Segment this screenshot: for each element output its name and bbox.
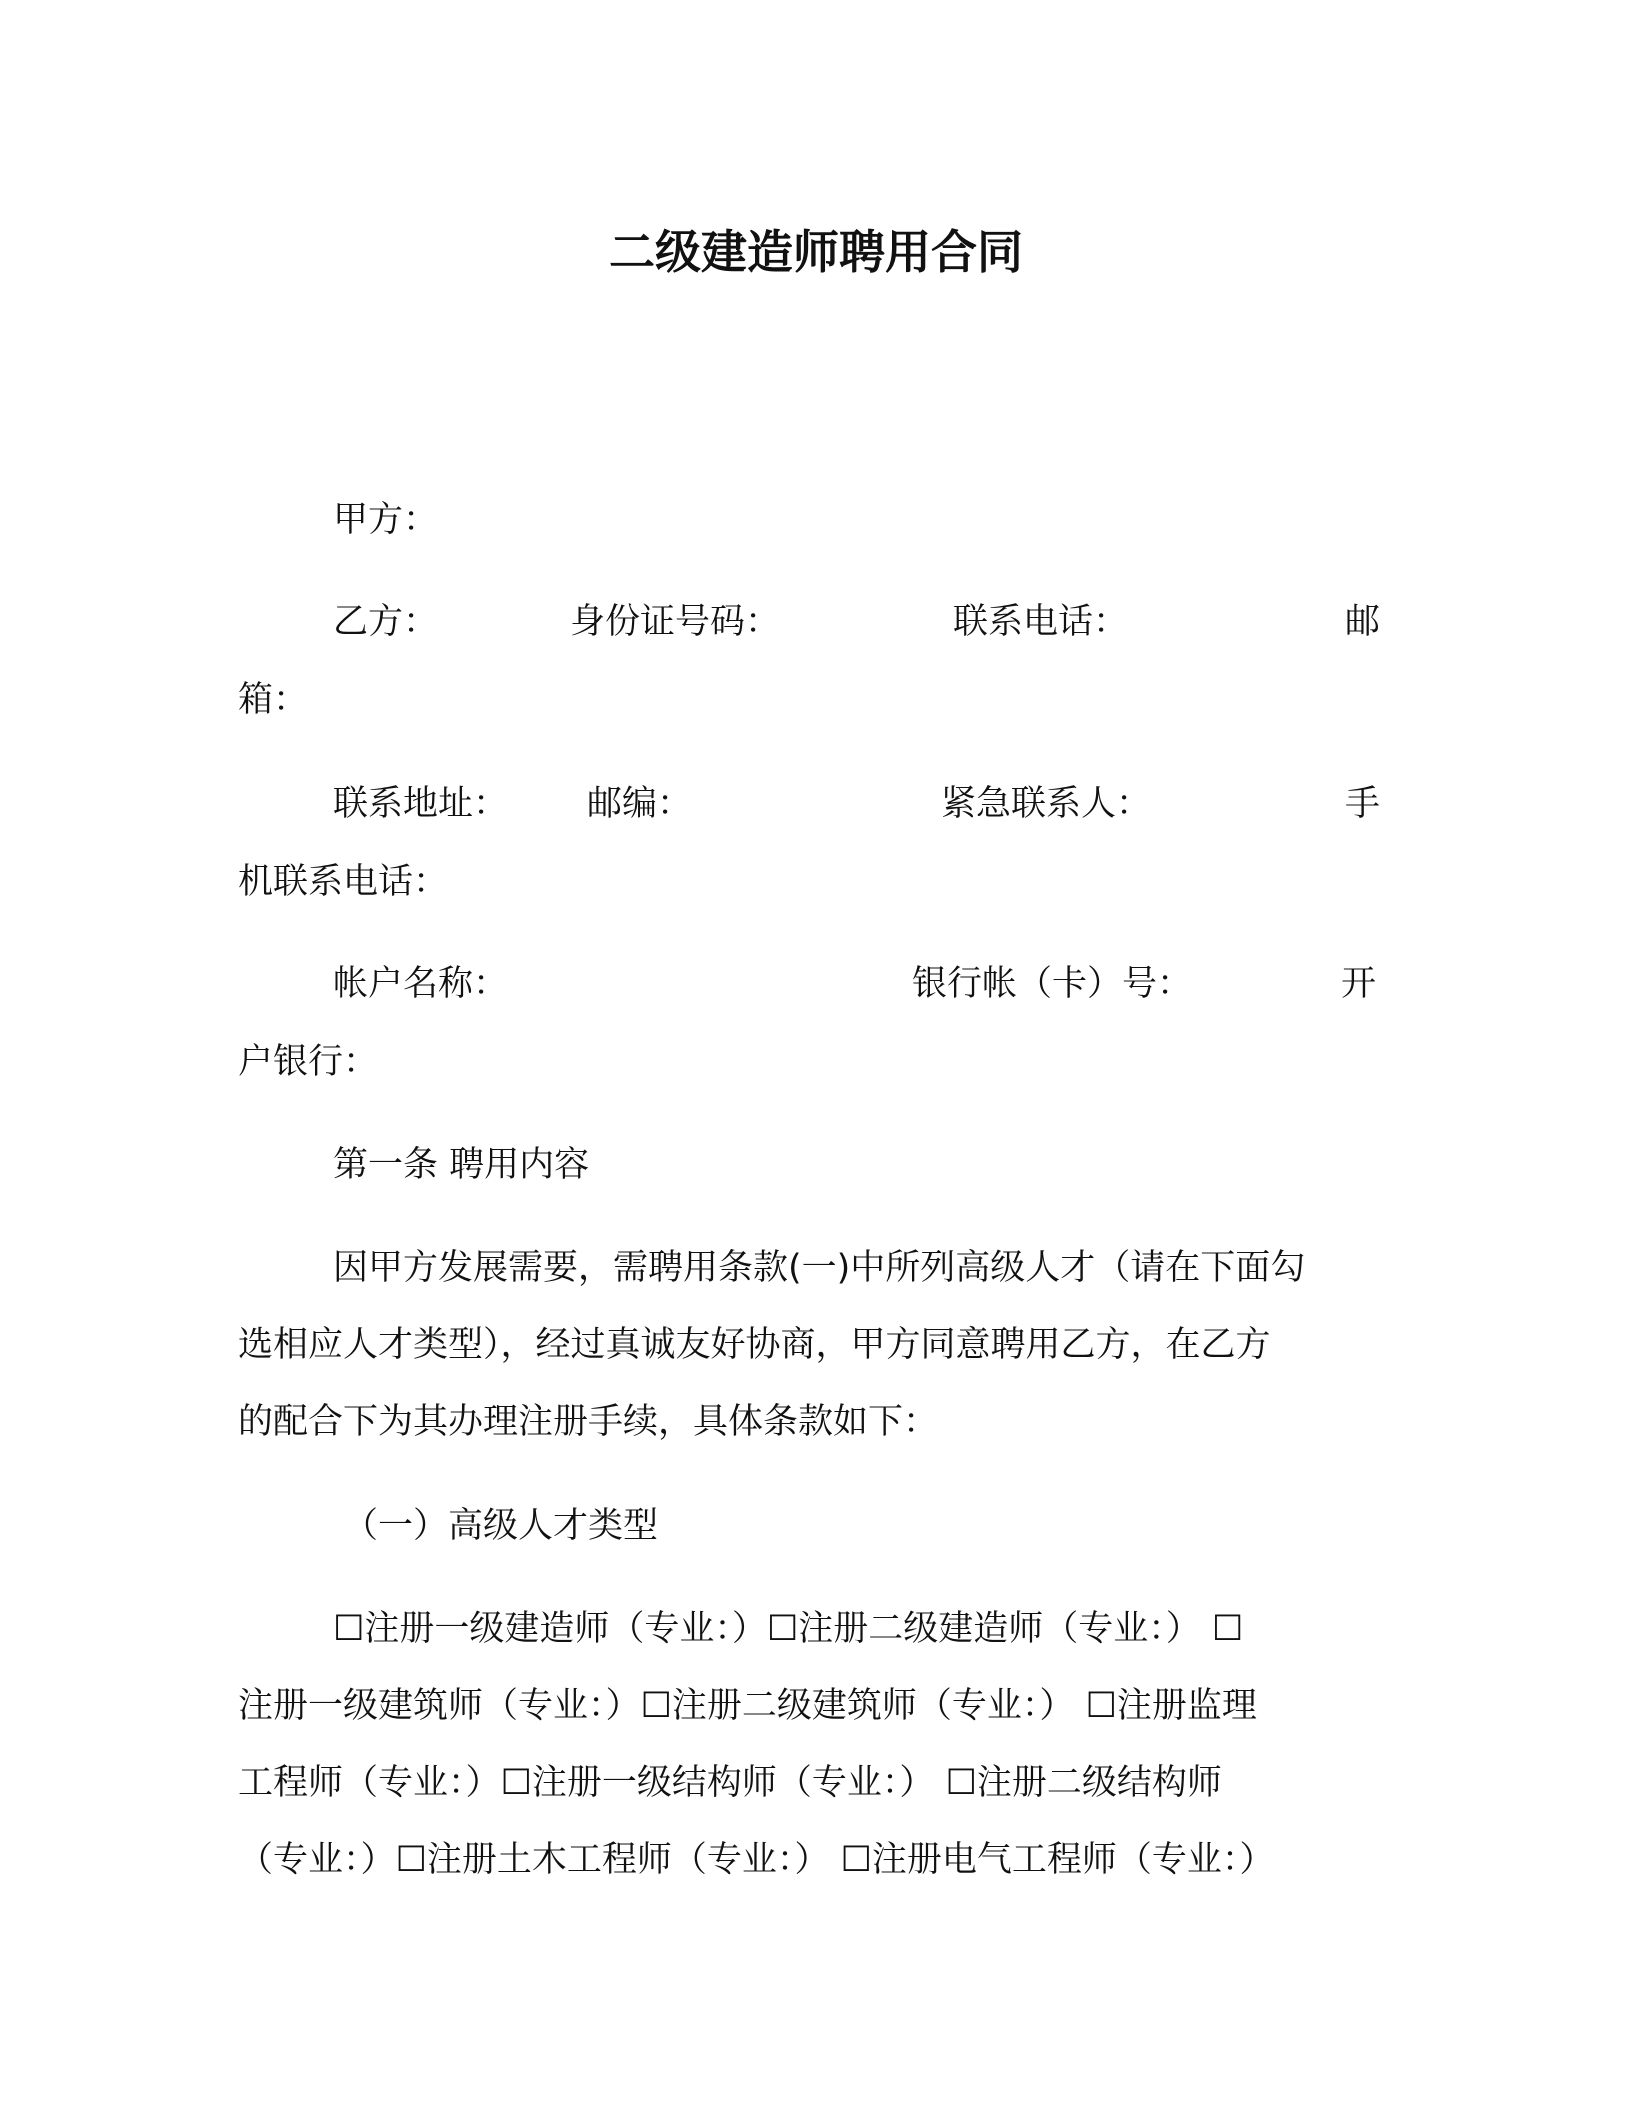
id-number-label: 身份证号码： [570, 602, 781, 642]
bank-label-part2: 户银行： [238, 1042, 379, 1082]
article1-para-line: 选相应人才类型），经过真诚友好协商，甲方同意聘用乙方，在乙方 [238, 1325, 1271, 1365]
talent-types-line: （专业：）☐注册土木工程师（专业：） ☐注册电气工程师（专业：） [238, 1840, 1275, 1880]
talent-types-subheading: （一）高级人才类型 [343, 1506, 659, 1546]
postcode-label: 邮编： [587, 784, 693, 824]
article1-para-line: 因甲方发展需要，需聘用条款(一)中所列高级人才（请在下面勾 [333, 1248, 1306, 1288]
talent-types-line: ☐注册一级建造师（专业：）☐注册二级建造师（专业：） ☐ [333, 1609, 1244, 1649]
address-label: 联系地址： [333, 784, 509, 824]
emergency-contact-label: 紧急联系人： [941, 784, 1152, 824]
mobile-label-part2: 机联系电话： [238, 862, 449, 902]
article1-heading: 第一条 聘用内容 [333, 1145, 590, 1185]
account-name-label: 帐户名称： [333, 964, 509, 1004]
email-label-part2: 箱： [238, 680, 309, 720]
phone-label: 联系电话： [953, 602, 1129, 642]
talent-types-line: 注册一级建筑师（专业：）☐注册二级建筑师（专业：） ☐注册监理 [238, 1686, 1257, 1726]
document-title: 二级建造师聘用合同 [609, 225, 1023, 279]
party-a-label: 甲方： [333, 500, 439, 540]
party-b-label: 乙方： [333, 602, 439, 642]
article1-para-line: 的配合下为其办理注册手续，具体条款如下： [238, 1402, 939, 1442]
bank-label-part1: 开 [1341, 964, 1377, 1004]
card-number-label: 银行帐（卡）号： [912, 964, 1193, 1004]
email-label-part1: 邮 [1345, 602, 1381, 642]
talent-types-line: 工程师（专业：）☐注册一级结构师（专业：） ☐注册二级结构师 [238, 1763, 1222, 1803]
mobile-label-part1: 手 [1345, 784, 1381, 824]
